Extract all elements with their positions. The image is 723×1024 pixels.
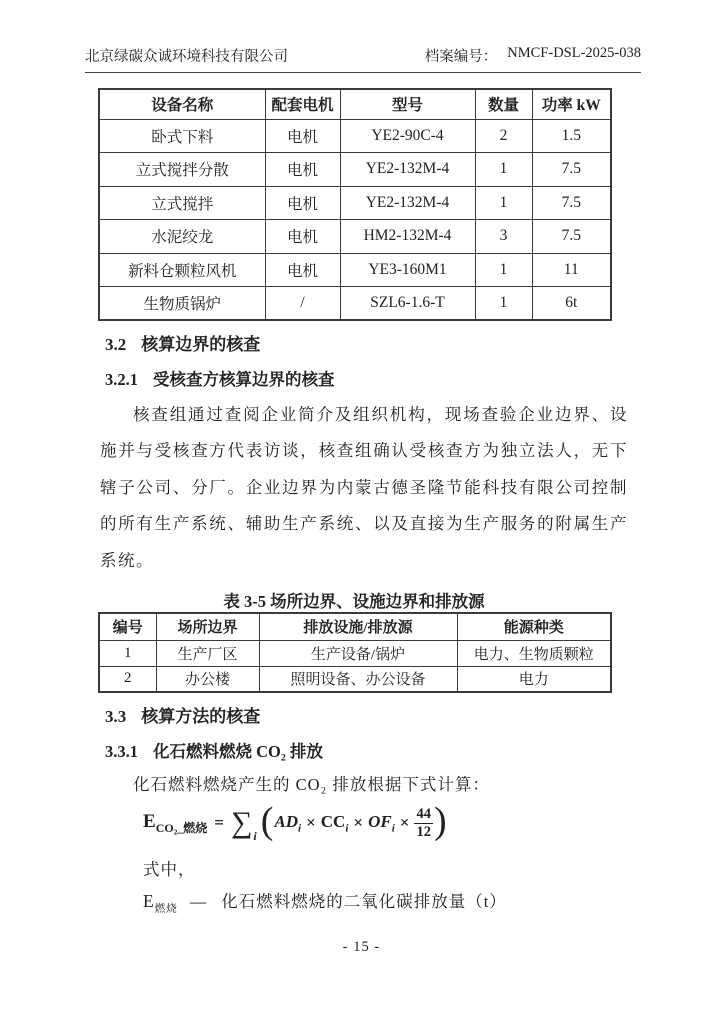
table-header-row xyxy=(99,89,611,119)
table-cell: 7.5 xyxy=(532,220,611,254)
table-row xyxy=(99,186,611,220)
definition-text: 化石燃料燃烧的二氧化碳排放量（t） xyxy=(221,892,507,911)
formula-lhs xyxy=(143,811,207,836)
term-AD: $AD_i$ xyxy=(274,811,302,835)
column-header: 功率 kW xyxy=(532,89,611,119)
column-header: 排放设施/排放源 xyxy=(259,613,457,640)
table-cell: 电机 xyxy=(265,119,340,153)
table-row xyxy=(99,666,611,692)
table-cell: 立式搅拌 xyxy=(99,186,265,220)
table-cell: 1 xyxy=(475,253,532,287)
table-row xyxy=(99,253,611,287)
summation-symbol: ∑ xyxy=(230,806,253,839)
formula-lhs-subscript: CO₂_燃烧 xyxy=(155,820,208,835)
boundary-paragraph: 核查组通过查阅企业简介及组织机构，现场查验企业边界、设施并与受核查方代表访谈，核查组确认受核查方为独立法人，无下辖子公司、分厂。企业边界为内蒙古德圣隆节能科技有限公司控制的所有生产系统、辅助生产系统、以及直接为生产服务的附属生产系统。 xyxy=(100,405,628,570)
section-title: 化石燃料燃烧 CO₂ 排放 xyxy=(153,742,323,761)
table-cell: 1 xyxy=(475,186,532,220)
column-header: 场所边界 xyxy=(156,613,259,640)
section-heading-3-2 xyxy=(105,330,260,355)
table-cell: 卧式下料 xyxy=(99,119,265,153)
section-heading-3-3 xyxy=(105,702,260,727)
table-cell: 1 xyxy=(99,640,156,666)
table-row xyxy=(99,119,611,153)
table-cell: 电机 xyxy=(265,253,340,287)
table-row xyxy=(99,153,611,187)
formula-symbol-E: E xyxy=(143,810,156,832)
symbol-E-combustion: $E_{燃烧}$ xyxy=(143,891,178,915)
definition-dash: — xyxy=(189,892,208,911)
formula-intro: 化石燃料燃烧产生的 CO₂ 排放根据下式计算： xyxy=(133,775,490,794)
table-cell: 电力、生物质颗粒 xyxy=(457,640,611,666)
table-cell: 新料仓颗粒风机 xyxy=(99,253,265,287)
section-title: 核算边界的核查 xyxy=(141,335,261,354)
table-cell: 生物质锅炉 xyxy=(99,287,265,321)
table-cell: 2 xyxy=(99,666,156,692)
table-cell: 电机 xyxy=(265,186,340,220)
table-cell: 11 xyxy=(532,253,611,287)
table-cell: 立式搅拌分散 xyxy=(99,153,265,187)
formula-where-label: 式中， xyxy=(143,860,196,879)
section-title: 受核查方核算边界的核查 xyxy=(153,370,335,389)
table-cell: 1 xyxy=(475,287,532,321)
section-heading-3-3-1 xyxy=(105,738,323,762)
table-cell: YE3-160M1 xyxy=(340,253,475,287)
file-number-value: NMCF-DSL-2025-038 xyxy=(507,45,641,61)
table-cell: 2 xyxy=(475,119,532,153)
co2-combustion-formula xyxy=(143,800,448,846)
left-paren: ( xyxy=(260,800,274,842)
column-header: 编号 xyxy=(99,613,156,640)
table-cell: 3 xyxy=(475,220,532,254)
column-header: 设备名称 xyxy=(99,89,265,119)
section-number: 3.2 xyxy=(105,335,127,354)
table-cell: SZL6-1.6-T xyxy=(340,287,475,321)
table-row xyxy=(99,220,611,254)
table-cell: 1.5 xyxy=(532,119,611,153)
table-cell: 电机 xyxy=(265,220,340,254)
times-sign: × xyxy=(306,813,316,832)
column-header: 型号 xyxy=(340,89,475,119)
page-header xyxy=(85,45,641,73)
right-paren: ) xyxy=(433,800,447,842)
table-3-5-caption: 表 3-5 场所边界、设施边界和排放源 xyxy=(223,592,485,611)
table-cell: 7.5 xyxy=(532,186,611,220)
page-number: - 15 - xyxy=(342,939,381,955)
symbol-definition xyxy=(143,888,507,916)
table-cell: 水泥绞龙 xyxy=(99,220,265,254)
term-CC: $CC_i$ xyxy=(320,811,349,835)
table-row xyxy=(99,287,611,321)
section-number: 3.3 xyxy=(105,707,127,726)
table-cell: 照明设备、办公设备 xyxy=(259,666,457,692)
table-cell: YE2-132M-4 xyxy=(340,153,475,187)
section-number: 3.3.1 xyxy=(105,742,138,761)
table-cell: 电机 xyxy=(265,153,340,187)
column-header: 数量 xyxy=(475,89,532,119)
times-sign: × xyxy=(353,813,364,832)
table-cell: 办公楼 xyxy=(156,666,259,692)
summation-index: i xyxy=(253,829,257,843)
boundary-table xyxy=(98,612,612,693)
table-cell: 电力 xyxy=(457,666,611,692)
column-header: 配套电机 xyxy=(265,89,340,119)
equipment-table xyxy=(98,88,612,321)
table-header-row xyxy=(99,613,611,640)
table-cell: 7.5 xyxy=(532,153,611,187)
table-cell: / xyxy=(265,287,340,321)
table-cell: 1 xyxy=(475,153,532,187)
term-OF: $OF_i$ xyxy=(368,811,395,835)
table-cell: YE2-132M-4 xyxy=(340,186,475,220)
equals-sign: = xyxy=(214,813,224,832)
column-header: 能源种类 xyxy=(457,613,611,640)
table-cell: YE2-90C-4 xyxy=(340,119,475,153)
company-name: 北京绿碳众诚环境科技有限公司 xyxy=(85,49,288,65)
section-heading-3-2-1 xyxy=(105,366,335,390)
section-number: 3.2.1 xyxy=(105,370,138,389)
table-cell: HM2-132M-4 xyxy=(340,220,475,254)
fraction-44-12: $\frac{44}{12}$ xyxy=(416,805,431,840)
section-title: 核算方法的核查 xyxy=(141,707,261,726)
table-row xyxy=(99,640,611,666)
table-cell: 生产设备/锅炉 xyxy=(259,640,457,666)
table-cell: 6t xyxy=(532,287,611,321)
file-number-label: 档案编号： xyxy=(424,49,498,65)
times-sign: × xyxy=(399,813,410,832)
table-cell: 生产厂区 xyxy=(156,640,259,666)
